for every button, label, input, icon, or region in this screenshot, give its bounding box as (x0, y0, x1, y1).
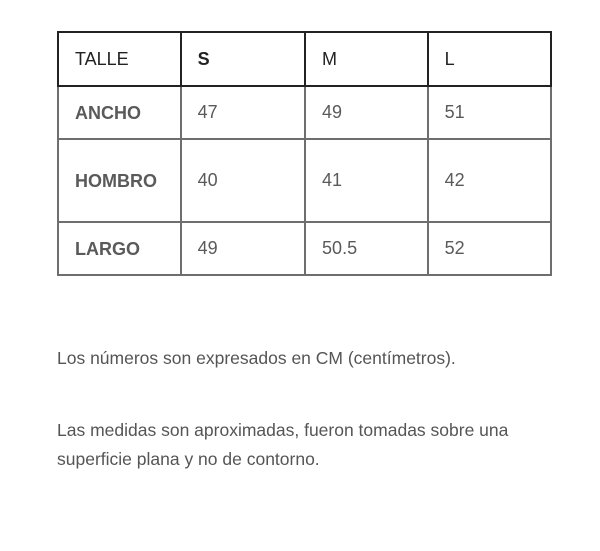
table-header-row (58, 32, 551, 86)
table-row (58, 222, 551, 275)
table-cell: 47 (181, 86, 305, 139)
size-chart-table (57, 31, 552, 276)
table-cell: 50.5 (305, 222, 428, 275)
header-cell: S (181, 32, 305, 86)
units-note: Los números son expresados en CM (centímetros). (57, 348, 456, 368)
table-cell: 40 (181, 139, 305, 222)
table-cell: 41 (305, 139, 428, 222)
row-label: HOMBRO (58, 139, 181, 222)
table-cell: 49 (181, 222, 305, 275)
table-cell: 52 (428, 222, 551, 275)
table-cell: 51 (428, 86, 551, 139)
table-row (58, 139, 551, 222)
row-label: LARGO (58, 222, 181, 275)
header-cell: L (428, 32, 551, 86)
header-cell: M (305, 32, 428, 86)
table-cell: 42 (428, 139, 551, 222)
row-label: ANCHO (58, 86, 181, 139)
table-row (58, 86, 551, 139)
table-cell: 49 (305, 86, 428, 139)
header-cell: TALLE (58, 32, 181, 86)
measurement-note: Las medidas son aproximadas, fueron tomadas sobre una superficie plana y no de contorno. (57, 420, 509, 469)
